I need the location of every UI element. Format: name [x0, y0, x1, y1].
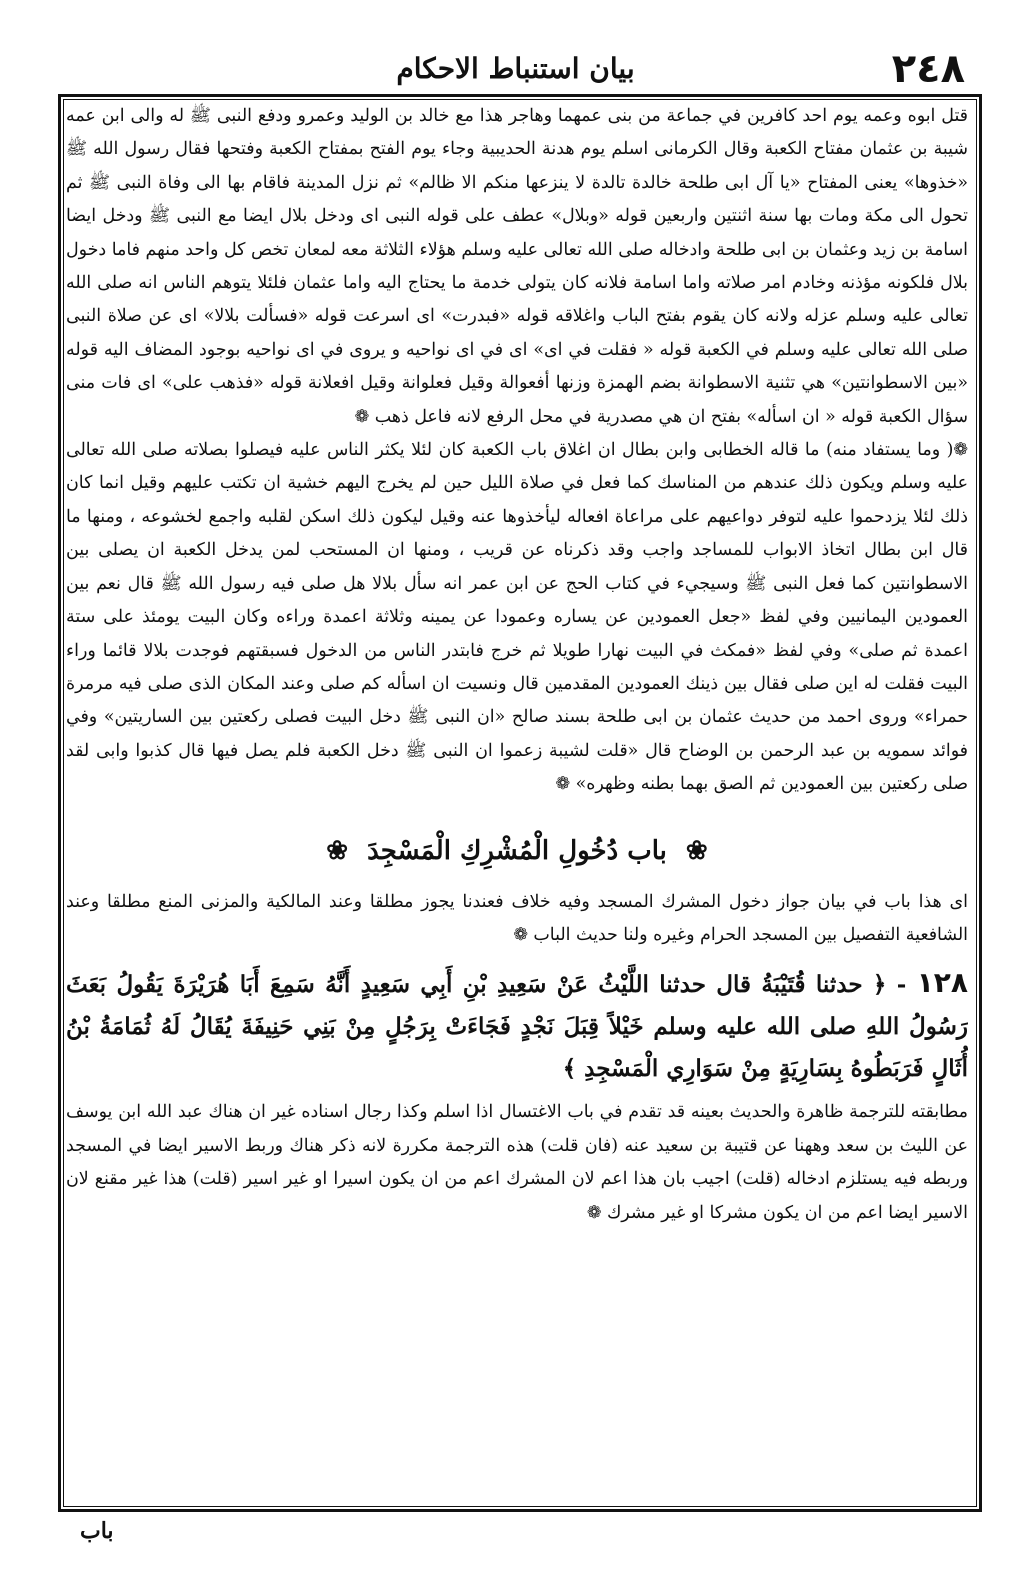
hadith-text: ﴿ حدثنا قُتَيْبَةُ قال حدثنا اللَّيْثُ عَنْ سَعِيدِ بْنِ أَبِي سَعِيدٍ أَنَّهُ سَمِعَ أَبَا هُرَيْرَةَ يَقُولُ بَعَثَ رَسُولُ اللهِ صلى الله عليه وسلم خَيْلاً قِبَلَ نَجْدٍ فَجَاءَتْ بِرَجُلٍ مِنْ بَنِي حَنِيفَةَ يُقَالُ لَهُ ثُمَامَةُ بْنُ أُثَالٍ فَرَبَطُوهُ بِسَارِيَةٍ مِنْ سَوَارِي الْمَسْجِدِ ﴾: [66, 971, 968, 1083]
hadith-dash: -: [886, 971, 907, 999]
chapter-heading-text: باب دُخُولِ الْمُشْرِكِ الْمَسْجِدَ: [367, 835, 667, 866]
hadith-block: [66, 962, 968, 1090]
chapter-intro: اى هذا باب في بيان جواز دخول المشرك المسجد وفيه خلاف فعندنا يجوز مطلقا وعند المالكية والمزنى المنع مطلقا وعند الشافعية التفصيل بين المسجد الحرام وغيره ولنا حديث الباب ❁: [66, 891, 968, 945]
catchword: باب: [80, 1518, 114, 1544]
running-title: بيان استنباط الاحكام: [396, 52, 635, 85]
main-text-block: [66, 100, 968, 1500]
chapter-heading: [66, 836, 968, 866]
ornament-right-icon: ❀: [685, 835, 708, 866]
commentary-paragraph-1: قتل ابوه وعمه يوم احد كافرين في جماعة من بنى عمهما وهاجر هذا مع خالد بن الوليد وعمرو ودفع النبى ﷺ له والى ابن عمه شيبة بن عثمان مفتاح الكعبة وقال الكرمانى اسلم يوم هدنة الحديبية وجاء يوم الفتح بمفتاح الكعبة وفتحها فقال رسول الله ﷺ «خذوها» يعنى المفتاح «يا آل ابى طلحة خالدة تالدة لا ينزعها منكم الا ظالم» ثم نزل المدينة فاقام بها الى وفاة النبى ﷺ ثم تحول الى مكة ومات بها سنة اثنتين واربعين قوله «وبلال» عطف على قوله النبى اى ودخل بلال ايضا مع النبى ﷺ ودخل ايضا اسامة بن زيد وعثمان بن ابى طلحة وادخاله صلى الله تعالى عليه وسلم هؤلاء الثلاثة معه لمعان تخص كل واحد منهم فاما دخول بلال فلكونه مؤذنه وخادم امر صلاته واما اسامة فلانه كان يتولى خدمة ما يحتاج اليه واما عثمان فلئلا يتوهم الناس انه صلى الله تعالى عليه وسلم عزله ولانه كان يقوم بفتح الباب واغلاقه قوله «فبدرت» اى اسرعت قوله «فسألت بلالا» اى عن صلاة النبى صلى الله تعالى عليه وسلم في الكعبة قوله « فقلت في اى» اى في اى نواحيه و يروى في اى نواحيه بوجود المضاف اليه قوله «بين الاسطوانتين» هي تثنية الاسطوانة بضم الهمزة وزنها أفعوالة وقيل فعلوانة وقيل افعلانة قوله «فذهب على» اى فات منى سؤال الكعبة قوله « ان اسأله» بفتح ان هي مصدرية في محل الرفع لانه فاعل ذهب ❁: [66, 106, 968, 427]
hadith-number: ١٢٨: [916, 966, 968, 1000]
ornament-left-icon: ❀: [326, 835, 349, 866]
page-number: ٢٤٨: [891, 46, 965, 92]
hadith-commentary: مطابقته للترجمة ظاهرة والحديث بعينه قد تقدم في باب الاغتسال اذا اسلم وكذا رجال اسناده غير ان هناك عبد الله ابن يوسف عن الليث بن سعد وههنا عن قتيبة بن سعيد عنه (فان قلت) هذه الترجمة مكررة لانه ذكر هناك وربط الاسير ايضا في المسجد وربطه فيه يستلزم ادخاله (قلت) اجيب بان هذا اعم لان المشرك اعم من ان يكون اسيرا او غير اسير (قلت) هذا غير مقنع لان الاسير ايضا اعم من ان يكون مشركا او غير مشرك ❁: [66, 1102, 968, 1223]
page-header: [56, 44, 975, 94]
commentary-paragraph-2: ❁( وما يستفاد منه) ما قاله الخطابى وابن بطال ان اغلاق باب الكعبة كان لئلا يكثر الناس عليه فيصلوا بصلاته صلى الله تعالى عليه وسلم ويكون ذلك عندهم من المناسك كما فعل في صلاة الليل حين لم يخرج اليهم خشية ان تكتب عليهم وقيل انما كان ذلك لئلا يزدحموا عليه لتوفر دواعيهم على مراعاة افعاله ليأخذوها عنه وقيل ليكون ذلك اسكن لقلبه واجمع لخشوعه ، ومنها ما قال ابن بطال اتخاذ الابواب للمساجد واجب وقد ذكرناه عن قريب ، ومنها ان المستحب لمن يدخل الكعبة ان يصلى بين الاسطوانتين كما فعل النبى ﷺ وسيجيء في كتاب الحج عن ابن عمر انه سأل بلالا هل صلى فيه رسول الله ﷺ قال نعم بين العمودين اليمانيين وفي لفظ «جعل العمودين عن يساره وعمودا عن يمينه وثلاثة اعمدة وراءه وكان البيت يومئذ على ستة اعمدة ثم صلى» وفي لفظ «فمكث في البيت نهارا طويلا ثم خرج فابتدر الناس من الدخول فسبقتهم فوجدت بلالا قائما وراء البيت فقلت له اين صلى فقال بين ذينك العمودين المقدمين قال ونسيت ان اسأله كم صلى وعند المكان الذى صلى فيه مرمرة حمراء» وروى احمد من حديث عثمان بن ابى طلحة بسند صالح «ان النبى ﷺ دخل البيت فصلى ركعتين بين الساريتين» وفي فوائد سمويه بن عبد الرحمن بن الوضاح قال «قلت لشيبة زعموا ان النبى ﷺ دخل الكعبة فلم يصل فيها قال كذبوا وابى لقد صلى ركعتين بين العمودين ثم الصق بهما بطنه وظهره» ❁: [66, 440, 968, 795]
